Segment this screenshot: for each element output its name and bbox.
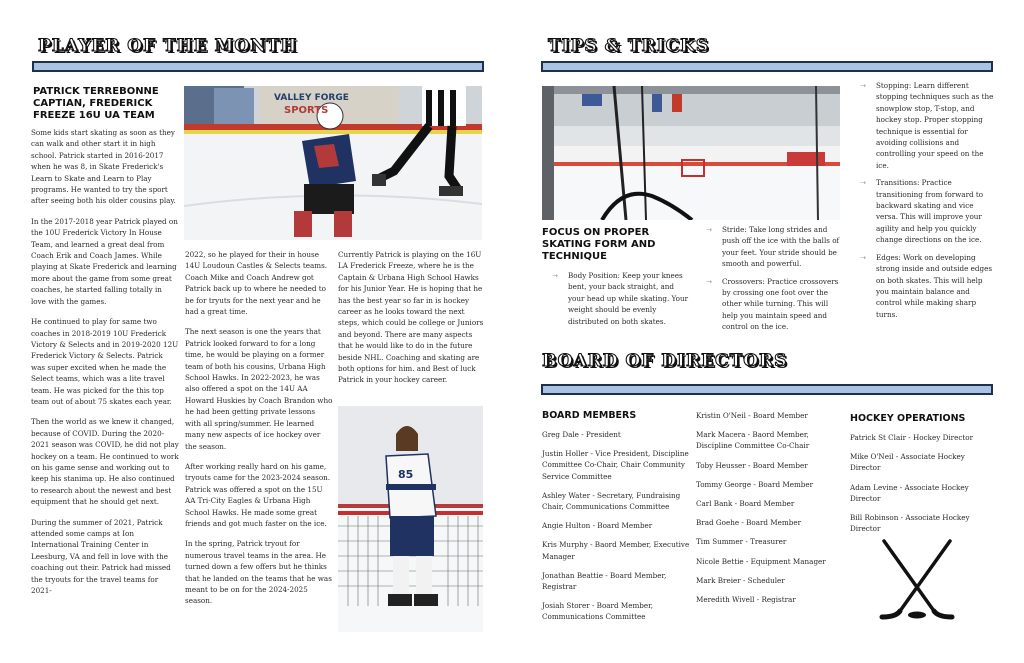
focus-title-line-3: TECHNIQUE: [542, 251, 607, 262]
board-member: Mark Macera - Baord Member, Discipline Committee Co-Chair: [696, 430, 810, 451]
focus-title-line-1: FOCUS ON PROPER: [542, 227, 650, 238]
board-member: Justin Holler - Vice President, Discipline Committee Co-Chair, Chair Community Service Committee: [542, 449, 689, 481]
arrow-right-icon: →: [552, 271, 559, 280]
board-member: Carl Bank - Board Member: [696, 499, 795, 509]
tip-text: Stride: Take long strides and push off the ice with the balls of your feet. Your stride should be smooth and powerful.: [722, 225, 840, 269]
crossed-hockey-sticks-icon: [872, 537, 962, 623]
banner-text-2: SPORTS: [284, 105, 329, 116]
board-member: Meredith Wivell - Registrar: [696, 595, 796, 605]
player-title-line-1: PATRICK TERREBONNE: [33, 86, 159, 97]
tip-item: [860, 80, 994, 171]
player-title-line-2: CAPTIAN, FREDERICK: [33, 98, 153, 109]
board-member: Nicole Bettie - Equipment Manager: [696, 556, 826, 566]
board-member: Ashley Water - Secretary, Fundraising Chair, Communications Committee: [542, 490, 681, 512]
board-members-title: BOARD MEMBERS: [542, 410, 637, 421]
tip-item: [860, 177, 994, 245]
article-paragraph: Currently Patrick is playing on the 16U LA Frederick Freeze, where he is the Captain & Urbana High School Hawks for his Junior Year. He is hoping that he has the best year so far in is hockey career as he looks toward the next steps, which could be college or Juniors and beyond. There are many aspects that he would like to do in the future beside NHL. Coaching and skating are both options for him. and Best of luck Patrick in your hockey career.: [338, 250, 484, 385]
player-portrait-photo-graphic: [338, 406, 483, 632]
banner-text: VALLEY FORGE: [274, 93, 349, 103]
arrow-right-icon: →: [860, 178, 867, 188]
article-paragraph: 2022, so he played for their in house 14U Loudoun Castles & Selects teams. Coach Mike and Coach Andrew got Patrick back up to where he needed to be for tryuts for the next year and he had a great time.: [185, 250, 328, 317]
board-member: Angie Hulton - Board Member: [542, 521, 653, 531]
left-heading-bar: [32, 61, 484, 72]
tip-item: [552, 270, 692, 327]
arrow-right-icon: →: [706, 225, 713, 234]
tip-text: Edges: Work on developing strong inside and outside edges on both skates. This will help you maintain balance and control while making sharp turns.: [876, 252, 993, 319]
hockey-operations-title: HOCKEY OPERATIONS: [850, 413, 966, 424]
tips-tricks-heading: TIPS & TRICKS: [548, 36, 710, 56]
board-member: Greg Dale - President: [542, 430, 621, 439]
board-heading-bar: [541, 384, 993, 395]
tips-heading-bar: [541, 61, 993, 72]
board-of-directors-heading: BOARD OF DIRECTORS: [542, 351, 788, 371]
player-title: [33, 86, 181, 122]
arrow-right-icon: →: [860, 81, 867, 90]
focus-title-line-2: SKATING FORM AND: [542, 239, 656, 250]
board-member: Mark Breier - Scheduler: [696, 575, 785, 585]
board-member: Toby Heusser - Board Member: [696, 460, 808, 470]
rink-photo: [542, 86, 840, 220]
hockey-ops-member: Bill Robinson - Associate Hockey Director: [850, 513, 970, 534]
board-member: Tommy George - Board Member: [696, 479, 814, 489]
tip-item: [706, 276, 844, 333]
article-paragraph: Some kids start skating as soon as they can walk and other start it in high school. Patrick started in 2016-2017 when he was 8, in Skate Frederick's Learn to Skate and Learn to Play programs. He wanted to try the sport after seeing both his older cousins play.: [31, 128, 176, 206]
article-column-1: [31, 127, 179, 605]
focus-title: [542, 227, 702, 263]
board-member: Jonathan Beattie - Board Member, Registrar: [542, 570, 667, 592]
player-title-line-3: FREEZE 16U UA TEAM: [33, 110, 155, 121]
player-action-photo-graphic: [184, 86, 482, 240]
arrow-right-icon: →: [860, 252, 867, 262]
tip-text: Body Position: Keep your knees bent, your back straight, and your head up while skating. Your weight should be evenly distributed on both skates.: [568, 271, 689, 326]
article-paragraph: Then the world as we knew it changed, because of COVID. During the 2020-2021 season was COVID, he did not play hockey on a team. He continued to work on his game sense and working out to keep his stanima up. He also continued to research about the newest and best equipment that he should get next.: [31, 417, 179, 507]
tips-column-3: [860, 80, 994, 326]
tips-column-1: [552, 270, 692, 333]
board-column-2: [696, 410, 842, 613]
board-member: Brad Goehe - Board Member: [696, 518, 802, 528]
hockey-ops-member: Mike O'Neil - Associate Hockey Director: [850, 452, 965, 473]
board-member: Josiah Storer - Board Member, Communications Committee: [542, 601, 654, 622]
tip-text: Stopping: Learn different stopping techniques such as the snowplow stop, T-stop, and hockey stop. Proper stopping technique is essential for avoiding collisions and controlling your speed on the ice.: [876, 81, 994, 170]
tip-text: Crossovers: Practice crossovers by crossing one foot over the other while turning. This will help you maintain speed and control on the ice.: [722, 276, 839, 332]
tip-item: [706, 224, 844, 270]
board-member: Kris Murphy - Baord Member, Executive Manager: [542, 540, 690, 561]
hockey-operations-list: [850, 432, 995, 542]
arrow-right-icon: →: [706, 276, 713, 286]
article-column-3: [338, 249, 484, 395]
article-paragraph: During the summer of 2021, Patrick attended some camps at Ion International Training Center in Leesburg, VA and fell in love with the coaching out their. Patrick had missed the tryouts for the travel teams for 2021-: [31, 517, 171, 596]
board-member: Kristin O'Neil - Board Member: [696, 411, 808, 420]
player-of-month-heading: PLAYER OF THE MONTH: [38, 36, 298, 56]
tips-column-2: [706, 224, 844, 339]
article-paragraph: In the spring, Patrick tryout for numerous travel teams in the area. He turned down a few offers but he thinks that he landed on the teams that he was meant to be on for the 2024-2025 season.: [185, 539, 332, 606]
hockey-ops-member: Adam Levine - Associate Hockey Director: [850, 482, 969, 503]
board-member: Tim Summer - Treasurer: [696, 537, 787, 547]
jersey-number: 85: [398, 468, 414, 481]
tip-text: Transitions: Practice transitioning from forward to backward skating and vice versa. This will improve your agility and help you quickly change directions on the ice.: [876, 178, 984, 245]
hockey-ops-member: Patrick St Clair - Hockey Director: [850, 433, 974, 442]
rink-photo-graphic: [542, 86, 840, 220]
tip-item: [860, 252, 994, 320]
article-paragraph: In the 2017-2018 year Patrick played on the 10U Frederick Victory In House Team, and learned a great deal from Coach Erik and Coach James. While playing at Skate Frederick and learning more about the game from some great coaches, he started falling totally in love with the games.: [31, 216, 178, 306]
player-portrait-photo: [338, 406, 483, 632]
article-paragraph: He continued to play for same two coaches in 2018-2019 10U Frederick Victory & Selects and in 2019-2020 12U Frederick Victory & Selects. Patrick was super excited when he made the Select teams, which was a lite travel team. He was picked for the this top team out of about 75 skates each year.: [31, 317, 179, 406]
board-column-1: [542, 429, 692, 631]
article-paragraph: The next season is one the years that Patrick looked forward to for a long time, he would be playing on a former team of both his cousins, Urbana High School Hawks. In 2022-2023, he was also offered a spot on the 14U AA Howard Huskies by Coach Brandon who he had been getting private lessons with all spring/summer. He learned many new aspects of ice hockey over the season.: [185, 327, 333, 451]
article-column-2: [185, 249, 333, 616]
article-paragraph: After working really hard on his game, tryouts came for the 2023-2024 season. Patrick was offered a spot on the 15U AA Tri-City Eagles & Urbana High School Hawks. He made some great friends and got much faster on the ice.: [185, 461, 331, 528]
player-action-photo: [184, 86, 482, 240]
